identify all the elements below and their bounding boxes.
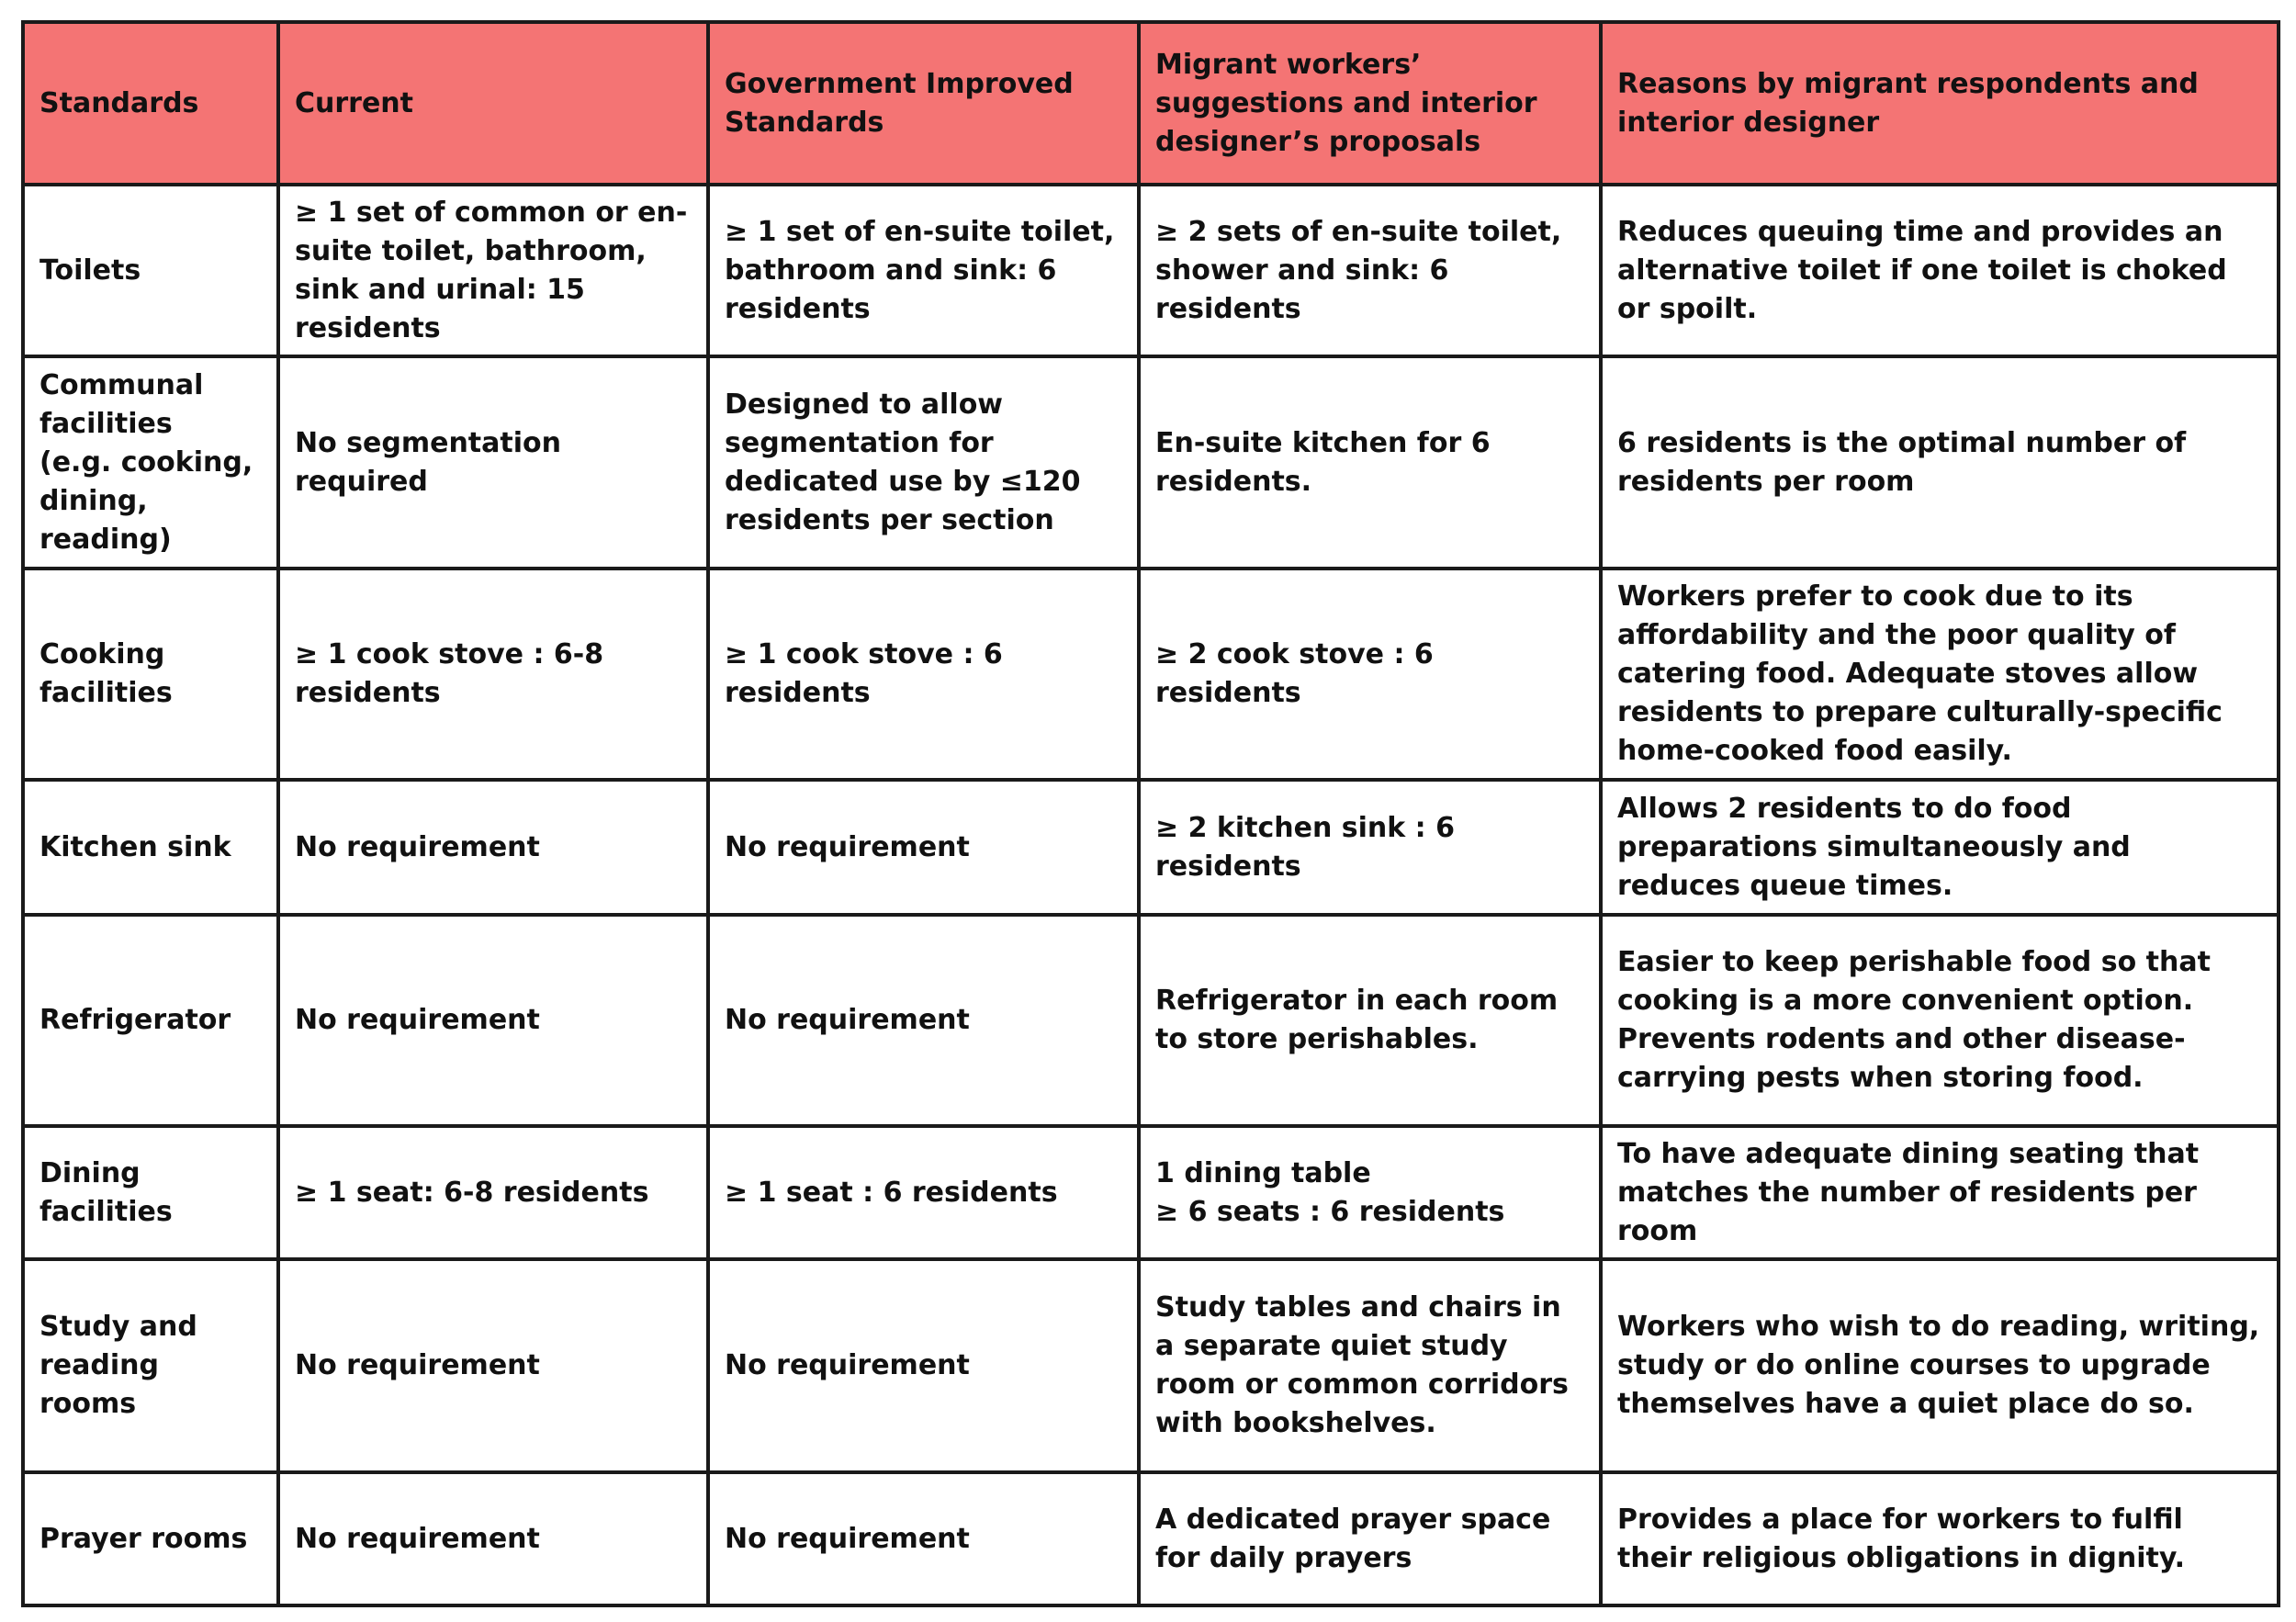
cell-standard — [23, 185, 278, 356]
cell-current — [278, 185, 708, 356]
cell-current — [278, 1259, 708, 1472]
cell-proposal — [1139, 185, 1601, 356]
cell-text: ≥ 1 cook stove : 6 residents — [725, 638, 1003, 709]
cell-reason — [1601, 780, 2279, 915]
cell-standard — [23, 780, 278, 915]
cell-text: No requirement — [295, 1349, 540, 1381]
cell-reason — [1601, 1126, 2279, 1259]
header-label: Migrant workers’ suggestions and interior designer’s proposals — [1155, 48, 1537, 158]
cell-reason — [1601, 185, 2279, 356]
cell-current — [278, 1472, 708, 1605]
table-body — [23, 185, 2279, 1605]
header-reasons — [1601, 22, 2279, 185]
cell-government — [708, 569, 1139, 780]
header-label: Current — [295, 86, 414, 119]
table-row — [23, 569, 2279, 780]
table-row — [23, 1126, 2279, 1259]
header-current — [278, 22, 708, 185]
cell-text: Communal facilities (e.g. cooking, dining, reading) — [39, 368, 253, 556]
header-label: Government Improved Standards — [725, 67, 1074, 139]
table-header — [23, 22, 2279, 185]
cell-text: No segmentation required — [295, 426, 561, 498]
cell-proposal — [1139, 780, 1601, 915]
cell-standard — [23, 915, 278, 1126]
table-row — [23, 185, 2279, 356]
cell-text: ≥ 1 set of common or en-suite toilet, bathroom, sink and urinal: 15 residents — [295, 196, 688, 344]
cell-reason — [1601, 1472, 2279, 1605]
cell-current — [278, 780, 708, 915]
cell-text: ≥ 1 cook stove : 6-8 residents — [295, 638, 604, 709]
cell-reason — [1601, 1259, 2279, 1472]
table-row — [23, 780, 2279, 915]
cell-current — [278, 915, 708, 1126]
cell-text: A dedicated prayer space for daily prayers — [1155, 1503, 1551, 1574]
cell-text: Dining facilities — [39, 1156, 173, 1228]
cell-standard — [23, 1259, 278, 1472]
cell-text: ≥ 2 kitchen sink : 6 residents — [1155, 811, 1455, 883]
cell-text: No requirement — [295, 1004, 540, 1036]
table-row — [23, 356, 2279, 569]
cell-reason — [1601, 915, 2279, 1126]
table-row — [23, 1259, 2279, 1472]
cell-text: Kitchen sink — [39, 830, 231, 863]
cell-text: Study tables and chairs in a separate quiet study room or common corridors with bookshelves. — [1155, 1291, 1569, 1439]
cell-text: Prayer rooms — [39, 1522, 248, 1555]
cell-proposal — [1139, 915, 1601, 1126]
cell-text: Easier to keep perishable food so that cooking is a more convenient option. Prevents rodents and other disease-carrying pests when storing food. — [1617, 946, 2211, 1094]
cell-text: ≥ 1 set of en-suite toilet, bathroom and sink: 6 residents — [725, 215, 1115, 325]
cell-current — [278, 356, 708, 569]
cell-text: No requirement — [725, 1522, 970, 1555]
cell-current — [278, 569, 708, 780]
cell-text: No requirement — [295, 830, 540, 863]
header-proposals — [1139, 22, 1601, 185]
cell-text: Allows 2 residents to do food preparations simultaneously and reduces queue times. — [1617, 792, 2131, 902]
header-label: Reasons by migrant respondents and interior designer — [1617, 67, 2199, 139]
cell-government — [708, 356, 1139, 569]
header-row — [23, 22, 2279, 185]
cell-government — [708, 1259, 1139, 1472]
cell-government — [708, 915, 1139, 1126]
cell-government — [708, 1472, 1139, 1605]
cell-text: No requirement — [295, 1522, 540, 1555]
cell-proposal — [1139, 1472, 1601, 1605]
table-row — [23, 1472, 2279, 1605]
cell-text: Workers prefer to cook due to its affordability and the poor quality of catering food. Adequate stoves allow residents to prepare culturally-specific home-cooked food easily. — [1617, 580, 2223, 767]
cell-standard — [23, 1126, 278, 1259]
header-label: Standards — [39, 86, 199, 119]
cell-text: To have adequate dining seating that matches the number of residents per room — [1617, 1137, 2200, 1247]
cell-text: Toilets — [39, 253, 141, 287]
standards-comparison-table — [21, 20, 2280, 1607]
cell-government — [708, 185, 1139, 356]
cell-text: 1 dining table ≥ 6 seats : 6 residents — [1155, 1156, 1505, 1228]
cell-proposal — [1139, 1126, 1601, 1259]
cell-proposal — [1139, 356, 1601, 569]
cell-government — [708, 780, 1139, 915]
cell-text: No requirement — [725, 1004, 970, 1036]
cell-proposal — [1139, 1259, 1601, 1472]
cell-standard — [23, 569, 278, 780]
cell-text: Workers who wish to do reading, writing, study or do online courses to upgrade themselves have a quiet place do so. — [1617, 1311, 2260, 1420]
cell-current — [278, 1126, 708, 1259]
cell-text: ≥ 1 seat: 6-8 residents — [295, 1176, 649, 1209]
cell-text: Designed to allow segmentation for dedicated use by ≤120 residents per section — [725, 388, 1081, 536]
table-row — [23, 915, 2279, 1126]
cell-text: ≥ 2 sets of en-suite toilet, shower and sink: 6 residents — [1155, 215, 1562, 325]
cell-standard — [23, 356, 278, 569]
cell-text: Provides a place for workers to fulfil their religious obligations in dignity. — [1617, 1503, 2186, 1574]
header-government — [708, 22, 1139, 185]
cell-text: 6 residents is the optimal number of residents per room — [1617, 426, 2187, 498]
cell-text: Refrigerator — [39, 1004, 231, 1036]
cell-text: ≥ 1 seat : 6 residents — [725, 1176, 1058, 1209]
cell-text: Study and reading rooms — [39, 1311, 197, 1420]
cell-proposal — [1139, 569, 1601, 780]
cell-government — [708, 1126, 1139, 1259]
header-standards — [23, 22, 278, 185]
cell-text: ≥ 2 cook stove : 6 residents — [1155, 638, 1434, 709]
cell-reason — [1601, 569, 2279, 780]
cell-text: Refrigerator in each room to store perishables. — [1155, 985, 1559, 1055]
cell-text: En-suite kitchen for 6 residents. — [1155, 426, 1491, 498]
cell-reason — [1601, 356, 2279, 569]
cell-text: Reduces queuing time and provides an alternative toilet if one toilet is choked or spoilt. — [1617, 215, 2227, 325]
cell-standard — [23, 1472, 278, 1605]
cell-text: No requirement — [725, 830, 970, 863]
cell-text: No requirement — [725, 1349, 970, 1381]
cell-text: Cooking facilities — [39, 638, 173, 709]
